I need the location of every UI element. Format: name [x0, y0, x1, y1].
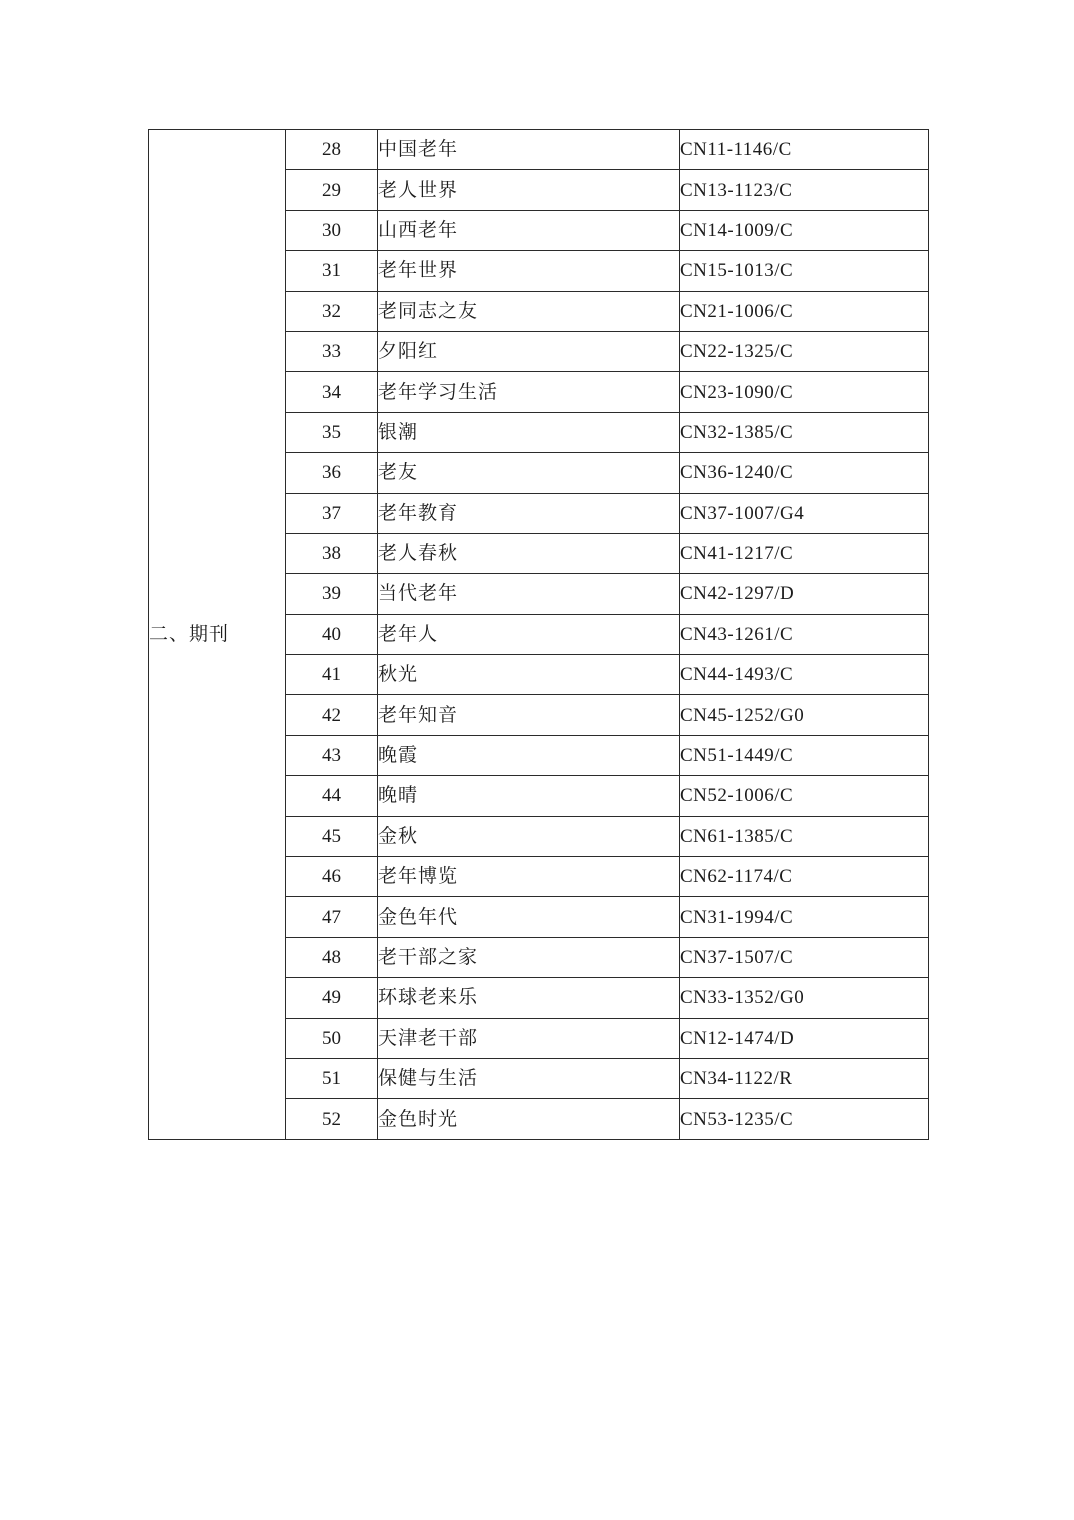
cn-code-cell: CN31-1994/C: [680, 897, 929, 937]
cn-code-cell: CN33-1352/G0: [680, 978, 929, 1018]
row-number-cell: 33: [286, 331, 378, 371]
row-number-cell: 31: [286, 251, 378, 291]
cn-code-cell: CN34-1122/R: [680, 1058, 929, 1098]
cn-code-cell: CN51-1449/C: [680, 735, 929, 775]
cn-code-cell: CN43-1261/C: [680, 614, 929, 654]
row-number-cell: 46: [286, 857, 378, 897]
row-number-cell: 39: [286, 574, 378, 614]
publication-title-cell: 老年教育: [378, 493, 680, 533]
cn-code-cell: CN22-1325/C: [680, 331, 929, 371]
cn-code-cell: CN23-1090/C: [680, 372, 929, 412]
publication-title-cell: 老同志之友: [378, 291, 680, 331]
publication-title-cell: 夕阳红: [378, 331, 680, 371]
cn-code-cell: CN36-1240/C: [680, 453, 929, 493]
publication-title-cell: 老人世界: [378, 170, 680, 210]
cn-code-cell: CN14-1009/C: [680, 210, 929, 250]
row-number-cell: 51: [286, 1058, 378, 1098]
publication-title-cell: 老年学习生活: [378, 372, 680, 412]
publication-title-cell: 老年知音: [378, 695, 680, 735]
publication-title-cell: 晚霞: [378, 735, 680, 775]
row-number-cell: 41: [286, 655, 378, 695]
row-number-cell: 38: [286, 533, 378, 573]
publication-title-cell: 老友: [378, 453, 680, 493]
row-number-cell: 43: [286, 735, 378, 775]
row-number-cell: 34: [286, 372, 378, 412]
publication-title-cell: 银潮: [378, 412, 680, 452]
publication-title-cell: 秋光: [378, 655, 680, 695]
cn-code-cell: CN32-1385/C: [680, 412, 929, 452]
publication-title-cell: 老年博览: [378, 857, 680, 897]
row-number-cell: 30: [286, 210, 378, 250]
row-number-cell: 44: [286, 776, 378, 816]
table-row: [149, 130, 929, 170]
publication-title-cell: 金秋: [378, 816, 680, 856]
row-number-cell: 36: [286, 453, 378, 493]
cn-code-cell: CN37-1507/C: [680, 937, 929, 977]
cn-code-cell: CN42-1297/D: [680, 574, 929, 614]
publication-title-cell: 山西老年: [378, 210, 680, 250]
row-number-cell: 48: [286, 937, 378, 977]
publication-title-cell: 天津老干部: [378, 1018, 680, 1058]
category-cell: 二、期刊: [149, 130, 286, 1140]
row-number-cell: 47: [286, 897, 378, 937]
publication-title-cell: 中国老年: [378, 130, 680, 170]
publication-title-cell: 老年世界: [378, 251, 680, 291]
publication-title-cell: 金色时光: [378, 1099, 680, 1139]
cn-code-cell: CN15-1013/C: [680, 251, 929, 291]
cn-code-cell: CN53-1235/C: [680, 1099, 929, 1139]
table-body: [149, 130, 929, 1140]
publication-title-cell: 老干部之家: [378, 937, 680, 977]
cn-code-cell: CN62-1174/C: [680, 857, 929, 897]
cn-code-cell: CN12-1474/D: [680, 1018, 929, 1058]
cn-code-cell: CN52-1006/C: [680, 776, 929, 816]
row-number-cell: 52: [286, 1099, 378, 1139]
cn-code-cell: CN44-1493/C: [680, 655, 929, 695]
row-number-cell: 42: [286, 695, 378, 735]
cn-code-cell: CN21-1006/C: [680, 291, 929, 331]
publication-title-cell: 当代老年: [378, 574, 680, 614]
periodicals-table: [148, 129, 929, 1140]
cn-code-cell: CN61-1385/C: [680, 816, 929, 856]
row-number-cell: 50: [286, 1018, 378, 1058]
cn-code-cell: CN41-1217/C: [680, 533, 929, 573]
publication-title-cell: 保健与生活: [378, 1058, 680, 1098]
row-number-cell: 49: [286, 978, 378, 1018]
publication-title-cell: 老年人: [378, 614, 680, 654]
cn-code-cell: CN11-1146/C: [680, 130, 929, 170]
publication-title-cell: 环球老来乐: [378, 978, 680, 1018]
row-number-cell: 40: [286, 614, 378, 654]
cn-code-cell: CN13-1123/C: [680, 170, 929, 210]
cn-code-cell: CN45-1252/G0: [680, 695, 929, 735]
row-number-cell: 29: [286, 170, 378, 210]
row-number-cell: 35: [286, 412, 378, 452]
row-number-cell: 32: [286, 291, 378, 331]
publication-title-cell: 老人春秋: [378, 533, 680, 573]
row-number-cell: 37: [286, 493, 378, 533]
cn-code-cell: CN37-1007/G4: [680, 493, 929, 533]
publication-title-cell: 晚晴: [378, 776, 680, 816]
row-number-cell: 45: [286, 816, 378, 856]
publication-title-cell: 金色年代: [378, 897, 680, 937]
row-number-cell: 28: [286, 130, 378, 170]
